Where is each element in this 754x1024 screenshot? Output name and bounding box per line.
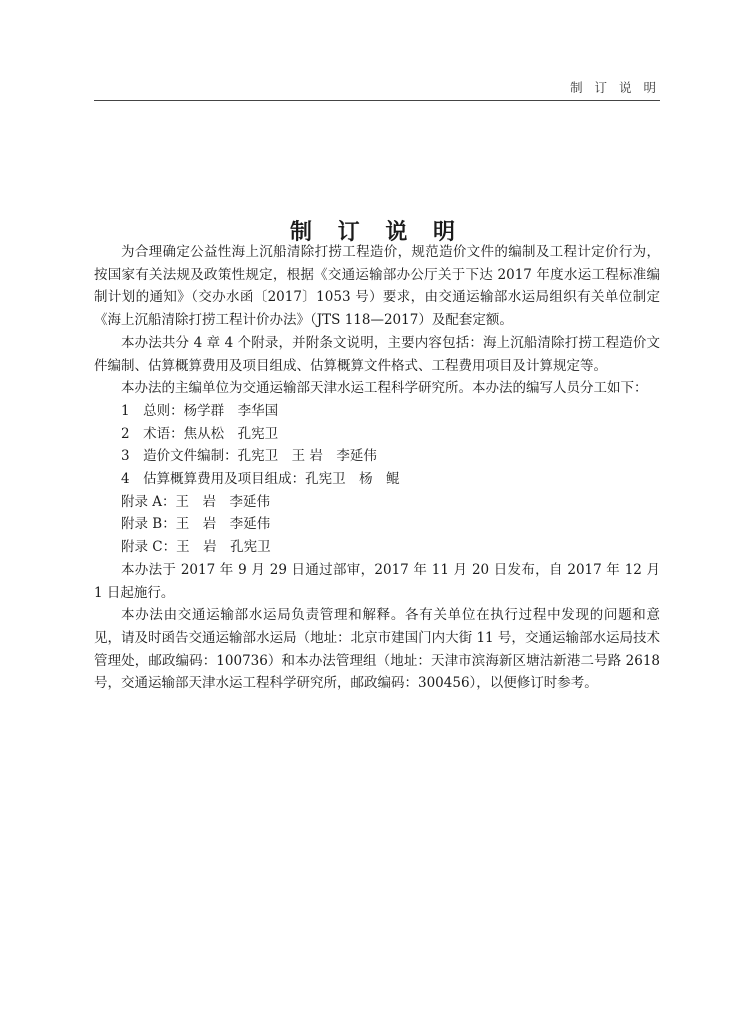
assignment-item: 3 造价文件编制：孔宪卫 王 岩 李延伟 [121, 448, 377, 465]
assignment-item: 附录 C：王 岩 孔宪卫 [121, 539, 271, 556]
assignment-item: 附录 B：王 岩 李延伟 [121, 516, 271, 533]
running-header: 制 订 说 明 [570, 80, 660, 95]
assignment-item: 附录 A：王 岩 李延伟 [121, 493, 271, 510]
assignment-item: 4 估算概算费用及项目组成：孔宪卫 杨 鲲 [121, 471, 400, 488]
authors-paragraph: 本办法的主编单位为交通运输部天津水运工程科学研究所。本办法的编写人员分工如下： [121, 380, 648, 397]
page-title: 制 订 说 明 [290, 218, 464, 245]
header-rule [94, 100, 660, 101]
assignment-item: 1 总则：杨学群 李华国 [121, 402, 279, 419]
assignment-item: 2 术语：焦从松 孔宪卫 [121, 425, 279, 442]
intro-paragraph: 为合理确定公益性海上沉船清除打捞工程造价，规范造价文件的编制及工程计定价行为，按国家有关法规及政策性规定，根据《交通运输部办公厅关于下达 2017 年度水运工程标准编制计划的通知》（交办水函〔2017〕1053 号）要求，由交通运输部水运局组织有关单位制定《海上沉船清除打捞工程计价办法》（JTS 118—2017）及配套定额。 [94, 244, 660, 329]
document-body [94, 241, 660, 695]
scope-paragraph: 本办法共分 4 章 4 个附录，并附条文说明，主要内容包括：海上沉船清除打捞工程造价文件编制、估算概算费用及项目组成、估算概算文件格式、工程费用项目及计算规定等。 [94, 334, 660, 374]
contact-paragraph: 本办法由交通运输部水运局负责管理和解释。各有关单位在执行过程中发现的问题和意见，请及时函告交通运输部水运局（地址：北京市建国门内大街 11 号，交通运输部水运局技术管理处，邮政编码：100736）和本办法管理组（地址：天津市滨海新区塘沽新港二号路 2618 号，交通运输部天津水运工程科学研究所，邮政编码：300456），以便修订时参考。 [94, 607, 660, 692]
effective-date-paragraph: 本办法于 2017 年 9 月 29 日通过部审，2017 年 11 月 20 日发布，自 2017 年 12 月 1 日起施行。 [94, 561, 660, 601]
